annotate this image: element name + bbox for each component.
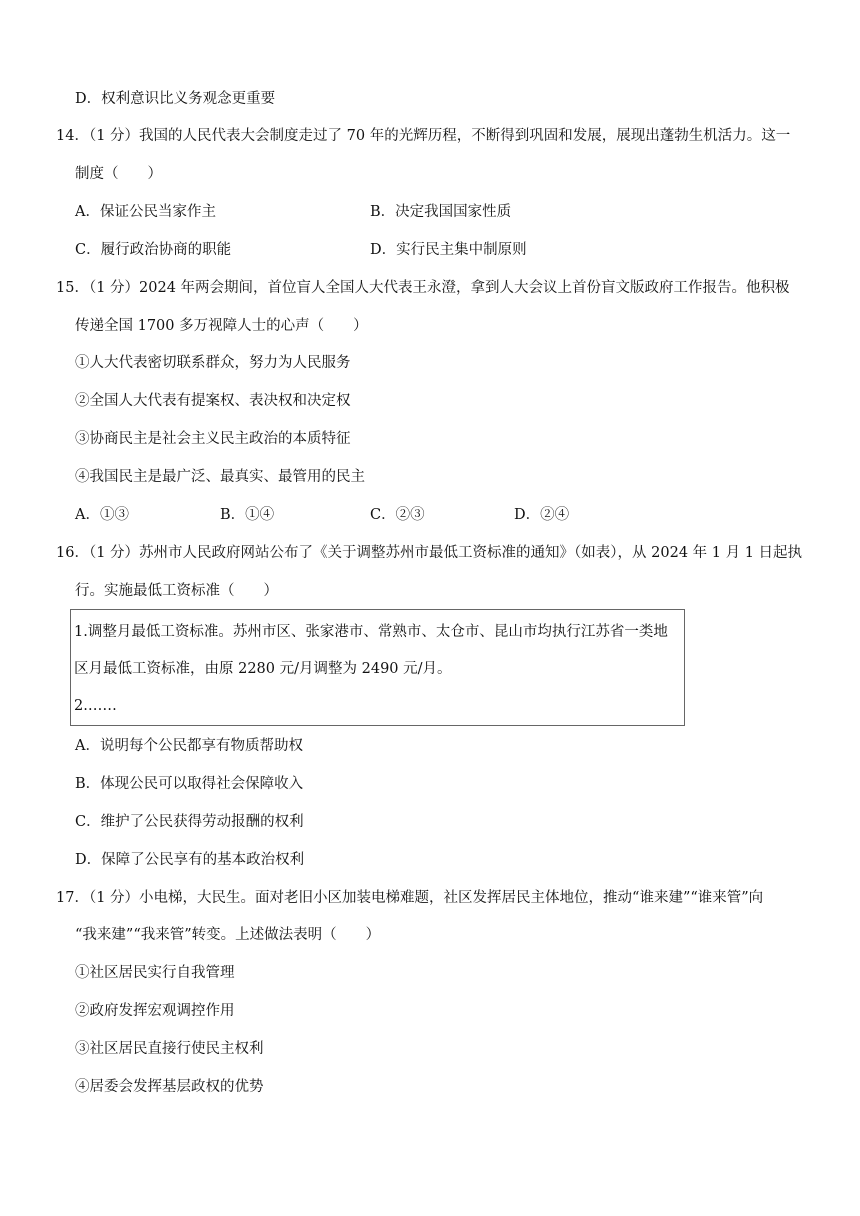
- q14-stem-line1: 14．（1 分）我国的人民代表大会制度走过了 70 年的光辉历程，不断得到巩固和发展，展现出蓬勃生机活力。这一: [56, 128, 791, 144]
- q14-option-b: B．决定我国国家性质: [370, 204, 512, 220]
- q16-option-a: A．说明每个公民都享有物质帮助权: [75, 738, 303, 754]
- q15-statement-4: ④我国民主是最广泛、最真实、最管用的民主: [75, 469, 365, 485]
- q15-statement-3: ③协商民主是社会主义民主政治的本质特征: [75, 431, 351, 447]
- q14-option-a: A．保证公民当家作主: [75, 204, 216, 220]
- q15-stem-line2: 传递全国 1700 多万视障人士的心声（ ）: [75, 318, 368, 334]
- q17-stem-line2: “我来建”“我来管”转变。上述做法表明（ ）: [75, 927, 381, 943]
- q17-statement-4: ④居委会发挥基层政权的优势: [75, 1079, 264, 1095]
- q16-option-d: D．保障了公民享有的基本政治权利: [75, 852, 305, 868]
- q14-stem-line2: 制度（ ）: [75, 166, 162, 182]
- q13-option-d: D．权利意识比义务观念更重要: [75, 91, 276, 107]
- q17-stem-line1: 17．（1 分）小电梯，大民生。面对老旧小区加装电梯难题，社区发挥居民主体地位，推动“谁来建”“谁来管”向: [56, 890, 764, 906]
- q16-table-line3: 2.……: [74, 698, 117, 714]
- q16-table-line1: 1.调整月最低工资标准。苏州市区、张家港市、常熟市、太仓市、昆山市均执行江苏省一类地: [74, 624, 668, 640]
- q15-statement-2: ②全国人大代表有提案权、表决权和决定权: [75, 393, 351, 409]
- q14-option-c: C．履行政治协商的职能: [75, 242, 232, 258]
- q17-statement-1: ①社区居民实行自我管理: [75, 965, 235, 981]
- q15-option-b: B．①④: [220, 507, 275, 523]
- q16-stem-line2: 行。实施最低工资标准（ ）: [75, 583, 278, 599]
- q15-option-a: A．①③: [75, 507, 129, 523]
- q16-table-line2: 区月最低工资标准，由原 2280 元/月调整为 2490 元/月。: [74, 661, 452, 677]
- q17-statement-3: ③社区居民直接行使民主权利: [75, 1041, 264, 1057]
- q16-option-b: B．体现公民可以取得社会保障收入: [75, 776, 304, 792]
- q17-statement-2: ②政府发挥宏观调控作用: [75, 1003, 235, 1019]
- q14-option-d: D．实行民主集中制原则: [370, 242, 527, 258]
- q15-option-c: C．②③: [370, 507, 425, 523]
- q16-option-c: C．维护了公民获得劳动报酬的权利: [75, 814, 304, 830]
- q15-stem-line1: 15．（1 分）2024 年两会期间，首位盲人全国人大代表王永澄，拿到人大会议上首份盲文版政府工作报告。他积极: [56, 280, 790, 296]
- q16-stem-line1: 16．（1 分）苏州市人民政府网站公布了《关于调整苏州市最低工资标准的通知》（如表），从 2024 年 1 月 1 日起执: [56, 545, 803, 561]
- q15-option-d: D．②④: [514, 507, 570, 523]
- q15-statement-1: ①人大代表密切联系群众，努力为人民服务: [75, 355, 351, 371]
